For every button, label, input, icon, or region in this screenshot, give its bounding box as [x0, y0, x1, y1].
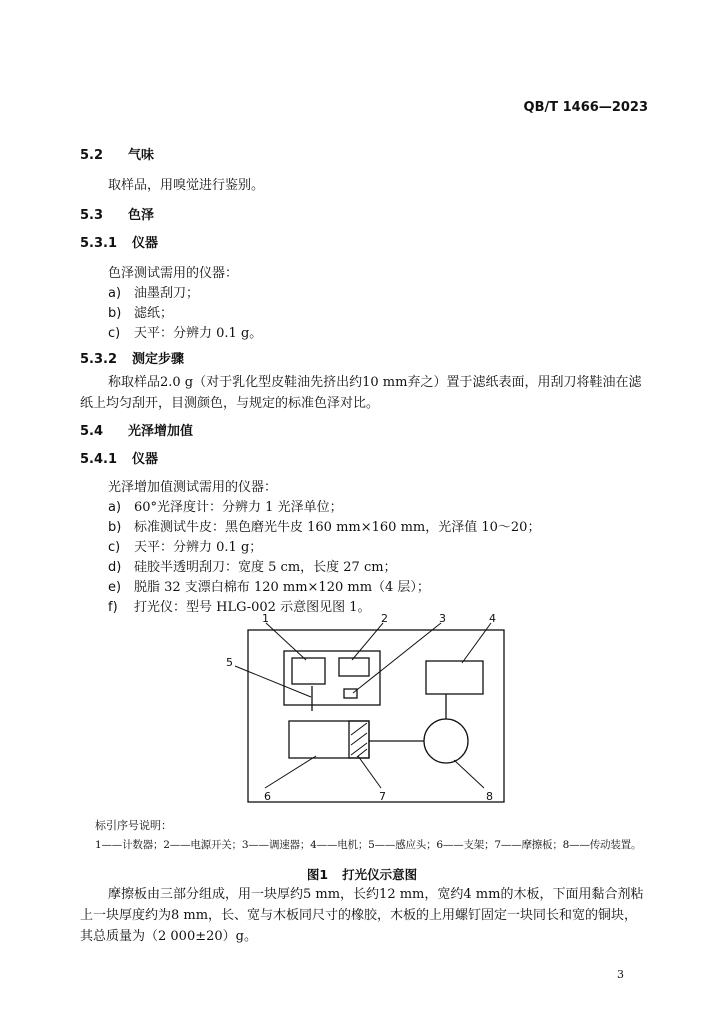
list-marker: a) — [108, 286, 122, 301]
list-marker: b) — [108, 306, 122, 321]
callout-7: 7 — [379, 790, 386, 803]
callout-2: 2 — [381, 612, 388, 625]
list-marker: f) — [108, 600, 118, 615]
hatch-line — [357, 749, 367, 757]
leader-line-6 — [265, 756, 316, 788]
list-text: 天平：分辨力 0.1 g。 — [134, 326, 263, 341]
leader-line-4 — [462, 623, 491, 663]
section-number: 5.3 — [80, 208, 104, 223]
leader-line-1 — [266, 623, 306, 660]
figure-title: 打光仪示意图 — [342, 867, 418, 882]
list-marker: e) — [108, 580, 122, 595]
support-block — [289, 721, 369, 758]
callout-8: 8 — [486, 790, 493, 803]
section-title: 测定步骤 — [132, 352, 185, 367]
hatch-line — [351, 743, 367, 755]
list-text: 标准测试牛皮：黑色磨光牛皮 160 mm×160 mm，光泽值 10～20； — [134, 520, 541, 535]
figure-number: 图1 — [306, 867, 329, 882]
list-text: 油墨刮刀； — [134, 286, 200, 301]
transmission-wheel — [424, 719, 468, 763]
speed-regulator-box — [344, 689, 357, 698]
callout-1: 1 — [262, 612, 269, 625]
leader-line-5 — [235, 666, 311, 697]
list-text: 天平：分辨力 0.1 g； — [134, 540, 263, 555]
list-text: 60°光泽度计：分辨力 1 光泽单位； — [134, 500, 343, 515]
list-marker: b) — [108, 520, 122, 535]
section-number: 5.4 — [80, 424, 104, 439]
section-5-4-1-intro: 光泽增加值测试需用的仪器： — [108, 480, 278, 495]
section-number: 5.3.1 — [80, 236, 118, 251]
list-marker: c) — [108, 326, 121, 341]
callout-6: 6 — [264, 790, 271, 803]
motor-box — [426, 661, 483, 694]
list-marker: d) — [108, 560, 122, 575]
counter-box — [292, 658, 325, 684]
section-5-3-1-intro: 色泽测试需用的仪器： — [108, 266, 239, 281]
section-5-2-body: 取样品，用嗅觉进行鉴别。 — [108, 178, 265, 193]
list-text: 硅胶半透明刮刀：宽度 5 cm，长度 27 cm； — [134, 560, 397, 575]
closing-paragraph: 摩擦板由三部分组成，用一块厚约5 mm，长约12 mm，宽约4 mm的木板，下面用黏合剂粘上一块厚度约为8 mm，长、宽与木板同尺寸的橡胶，木板的上用螺钉固定一块同长和宽的铜块，其总质量为（2 000±20）g。 — [80, 887, 644, 944]
leader-line-7 — [358, 756, 381, 788]
callout-3: 3 — [439, 612, 446, 625]
list-marker: c) — [108, 540, 121, 555]
section-title: 色泽 — [128, 208, 155, 223]
list-text: 滤纸； — [134, 306, 174, 321]
section-title: 气味 — [128, 148, 155, 163]
list-marker: a) — [108, 500, 122, 515]
instrument-housing — [248, 630, 504, 802]
section-title: 仪器 — [132, 452, 159, 467]
section-number: 5.3.2 — [80, 352, 118, 367]
figure-legend: 1——计数器；2——电源开关；3——调速器；4——电机；5——感应头；6——支架；7——摩擦板；8——传动装置。 — [95, 839, 642, 851]
figure-legend-title: 标引序号说明： — [95, 819, 172, 832]
section-title: 仪器 — [132, 236, 159, 251]
leader-line-8 — [454, 760, 484, 788]
leader-line-2 — [352, 623, 383, 660]
list-text: 脱脂 32 支漂白棉布 120 mm×120 mm（4 层）； — [134, 580, 430, 595]
page-number: 3 — [617, 968, 624, 981]
callout-4: 4 — [489, 612, 496, 625]
power-switch-box — [339, 658, 369, 676]
section-5-3-2-body: 称取样品2.0 g（对于乳化型皮鞋油先挤出约10 mm弃之）置于滤纸表面，用刮刀将鞋油在滤纸上均匀刮开，目测颜色，与规定的标准色泽对比。 — [80, 375, 642, 411]
section-number: 5.4.1 — [80, 452, 118, 467]
section-title: 光泽增加值 — [128, 424, 194, 439]
figure-caption — [0, 865, 724, 883]
list-text: 打光仪：型号 HLG-002 示意图见图 1。 — [134, 600, 371, 615]
hatch-line — [351, 733, 367, 745]
callout-5: 5 — [226, 656, 233, 669]
hatch-line — [351, 723, 367, 735]
control-panel — [284, 651, 380, 705]
section-number: 5.2 — [80, 148, 104, 163]
document-id: QB/T 1466—2023 — [523, 100, 648, 115]
